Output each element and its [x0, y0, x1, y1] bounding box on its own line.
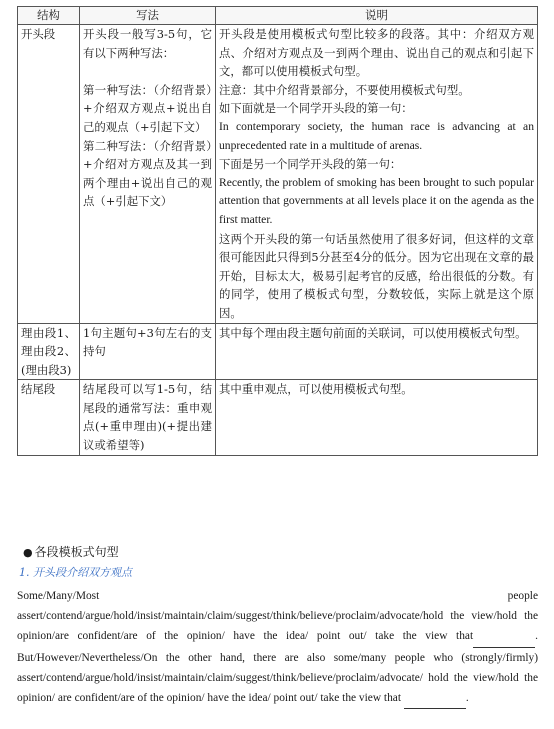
- structure-table: [17, 6, 538, 456]
- example-sentence: Recently, the problem of smoking has been brought to such popular attention that governments at all levels place it on the agenda as the first matter.: [219, 175, 534, 226]
- blank-underline: [404, 688, 466, 709]
- note-text: 开头段是使用模板式句型比较多的段落。其中：介绍双方观点、介绍对方观点及一到两个理由、说出自己的观点和引起下文，都可以使用模板式句型。: [219, 27, 534, 79]
- cell-note: [216, 25, 538, 324]
- table-row: [18, 25, 538, 324]
- method-second-way: 第二种写法：（介绍背景）+介绍对方观点及其一到两个理由+说出自己的观点（+引起下文）: [83, 138, 212, 209]
- note-text: 下面是另一个同学开头段的第一句：: [219, 157, 402, 172]
- template-text: . But/However/Nevertheless/On the other hand, there are also some/many people who (strongly/firmly) assert/contend/argue/hold/insist/maintain/claim/suggest/think/believe/proclaim/advocate/ hold the view/hold the opinion/ are confident/are of the opinion/ have the idea/ point out/ take the view that: [17, 630, 538, 705]
- cell-note: 其中重申观点，可以使用模板式句型。: [216, 380, 538, 455]
- header-structure: 结构: [18, 7, 80, 25]
- template-text: Some/Many/Most people assert/contend/argue/hold/insist/maintain/claim/suggest/think/believe/proclaim/advocate/hold the view/hold the opinion/are confident/are of the opinion/ have the idea/ point out/ take the view that: [17, 590, 538, 643]
- method-intro: 开头段一般写3-5句，它有以下两种写法：: [83, 27, 212, 60]
- table-row: [18, 323, 538, 380]
- blank-underline: [473, 626, 535, 647]
- header-method: 写法: [80, 7, 216, 25]
- section-heading-text: 各段模板式句型: [34, 545, 119, 559]
- template-text: .: [465, 692, 469, 705]
- note-text: 这两个开头段的第一句话虽然使用了很多好词，但这样的文章很可能因此只得到5分甚至4分的低分。因为它出现在文章的最开始，目标太大，极易引起考官的反感，给出很低的分数。有的同学，使用了模板式句型，分数较低，实际上就是这个原因。: [219, 231, 534, 320]
- template-paragraph: [17, 586, 538, 709]
- section-heading: [23, 543, 538, 562]
- cell-note: 其中每个理由段主题句前面的关联词，可以使用模板式句型。: [216, 323, 538, 380]
- header-note: 说明: [216, 7, 538, 25]
- method-first-way: 第一种写法：（介绍背景）+介绍双方观点+说出自己的观点（+引起下文）: [83, 82, 212, 134]
- cell-structure: 理由段1、理由段2、(理由段3): [18, 323, 80, 380]
- cell-method: 1句主题句+3句左右的支持句: [80, 323, 216, 380]
- cell-structure: 开头段: [18, 25, 80, 324]
- cell-method: 结尾段可以写1-5句，结尾段的通常写法：重申观点(+重申理由)(+提出建议或希望等): [80, 380, 216, 455]
- bullet-icon: ●: [23, 546, 33, 559]
- note-text: 如下面就是一个同学开头段的第一句：: [219, 101, 413, 116]
- example-sentence: In contemporary society, the human race is advancing at an unprecedented rate in a multitude of arenas.: [219, 119, 534, 152]
- table-row: [18, 380, 538, 455]
- template-section: [17, 543, 538, 709]
- subheading: 1. 开头段介绍双方观点: [19, 566, 132, 579]
- cell-method: [80, 25, 216, 324]
- cell-structure: 结尾段: [18, 380, 80, 455]
- note-text: 注意：其中介绍背景部分，不要使用模板式句型。: [219, 82, 470, 97]
- table-header-row: [18, 7, 538, 25]
